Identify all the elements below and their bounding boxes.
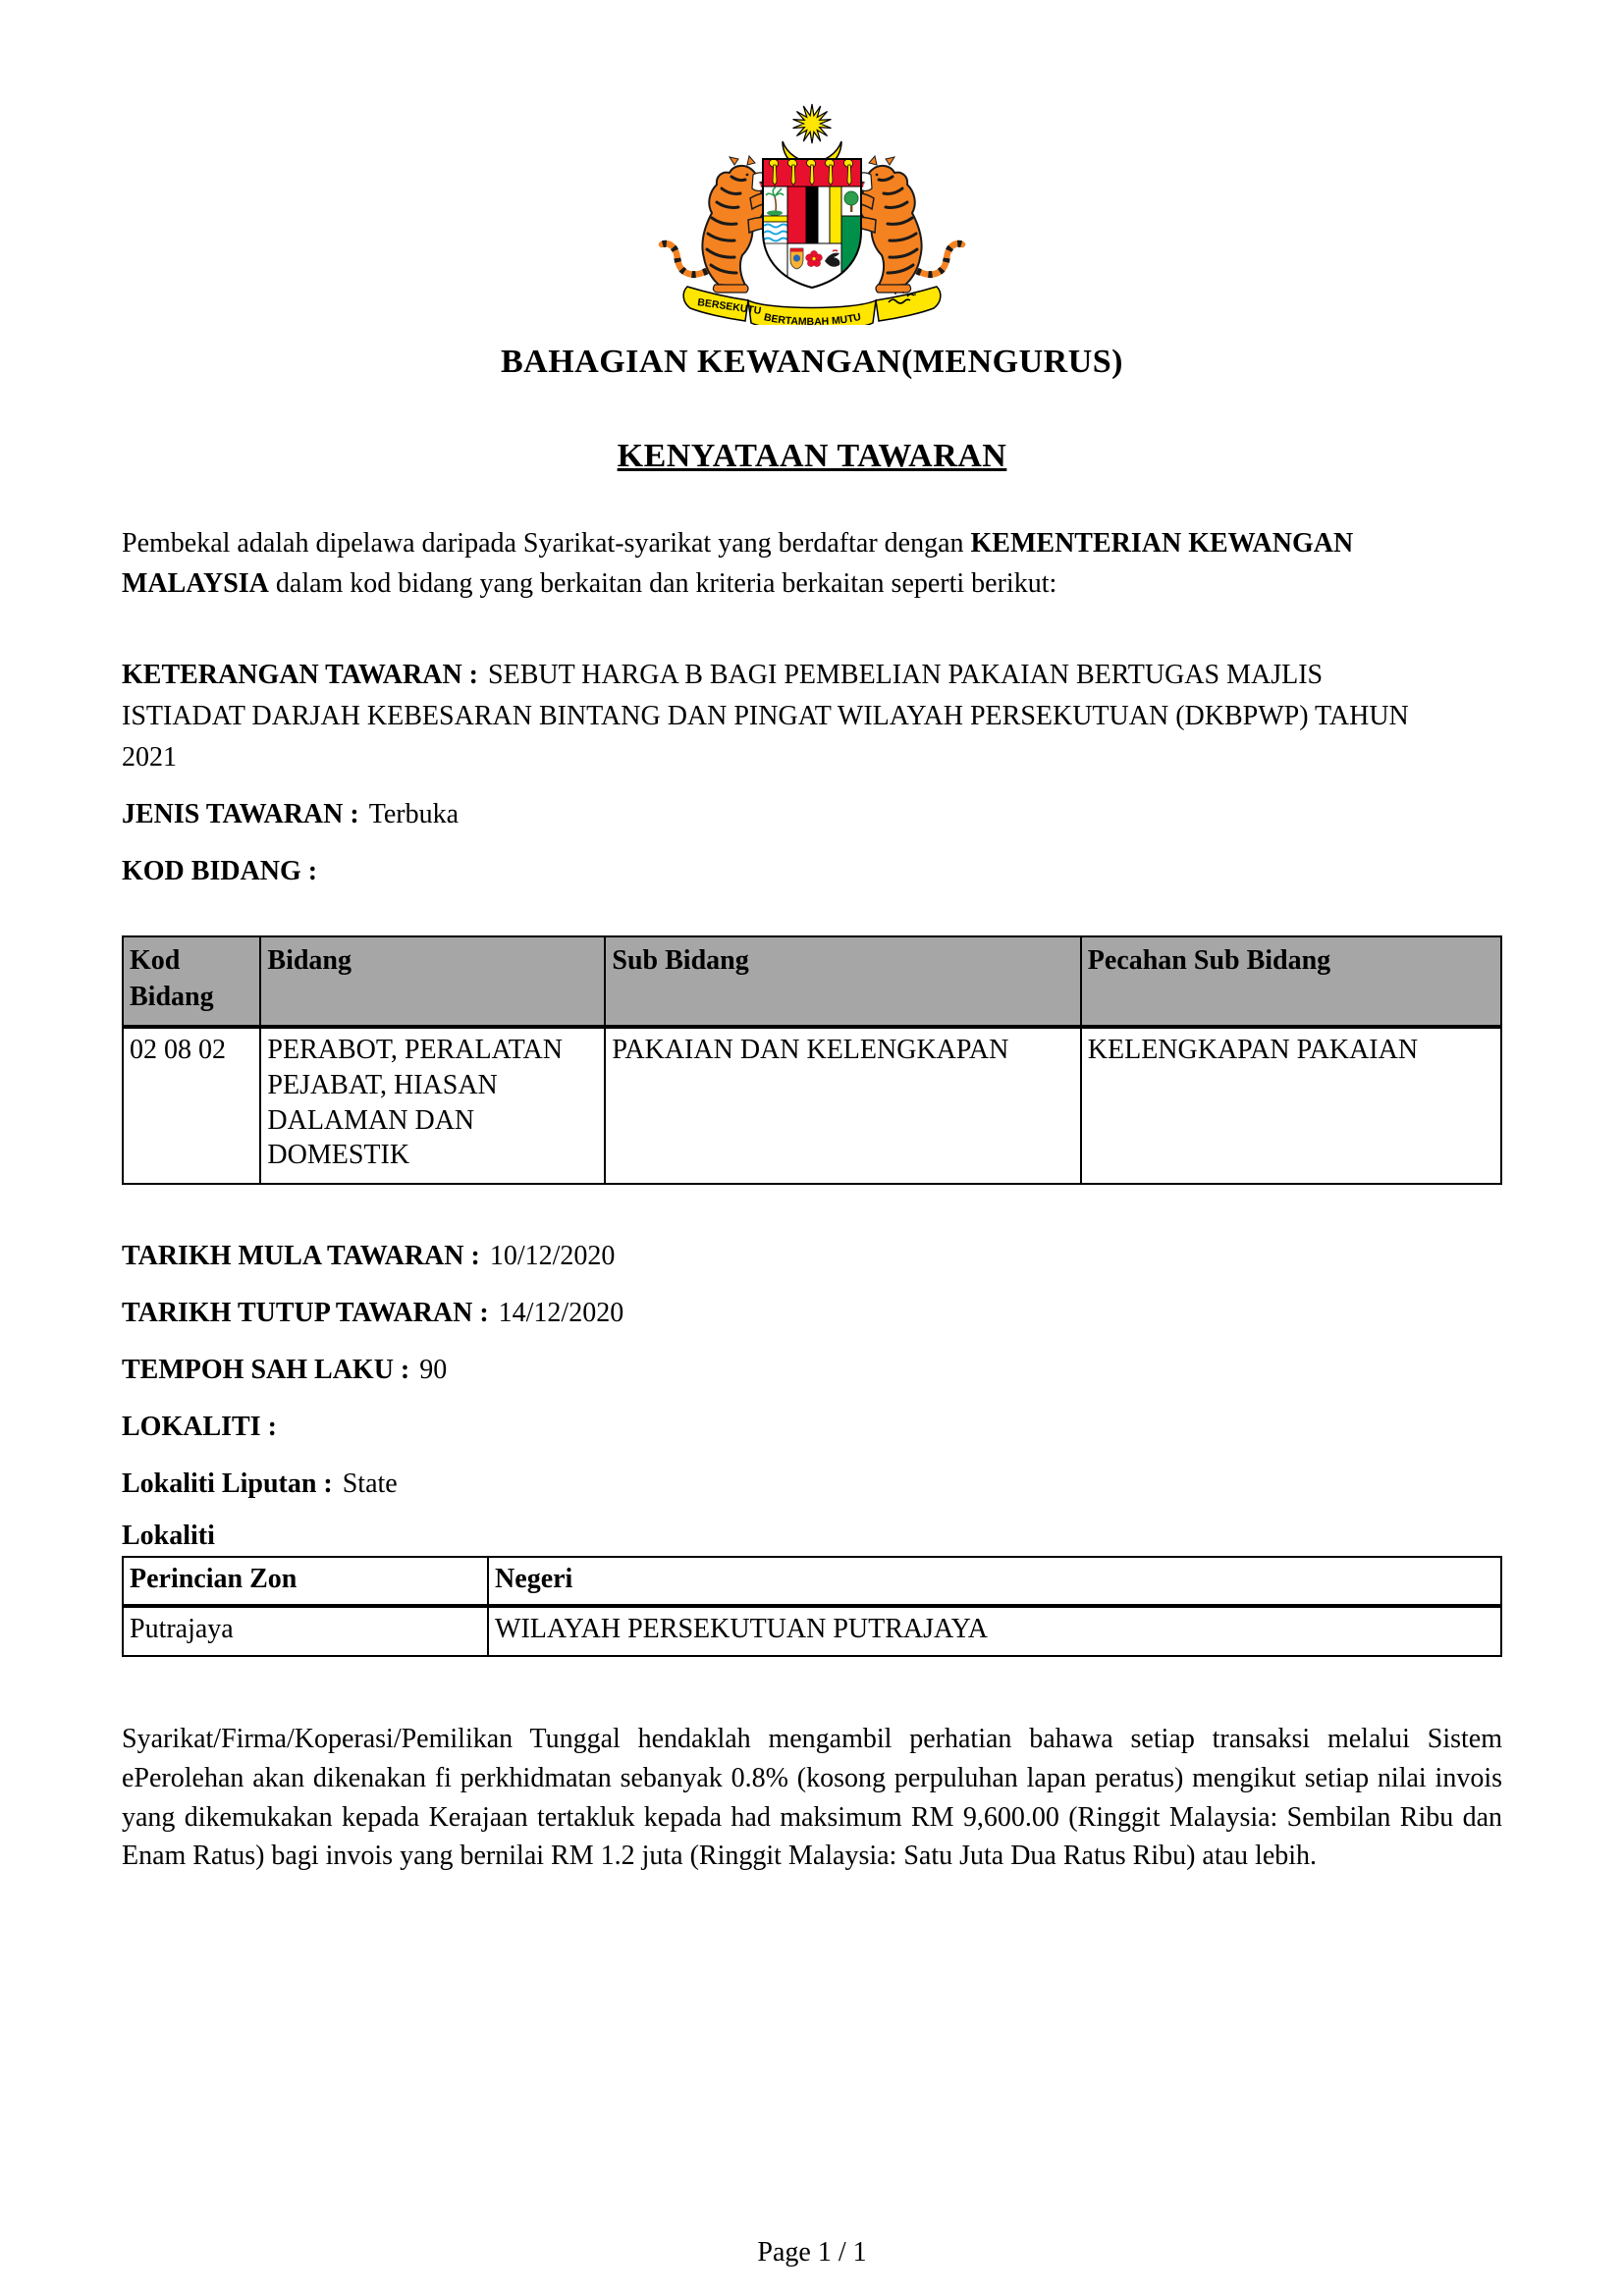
field-value: 10/12/2020 [489, 1241, 616, 1272]
intro-post: dalam kod bidang yang berkaitan dan kriteria berkaitan seperti berikut: [268, 567, 1057, 599]
cell-negeri: WILAYAH PERSEKUTUAN PUTRAJAYA [488, 1606, 1501, 1656]
cell-pecahan-sub-bidang: KELENGKAPAN PAKAIAN [1081, 1027, 1501, 1184]
emblem-container [122, 0, 1502, 330]
column-header-bidang: Bidang [260, 936, 605, 1027]
intro-paragraph [122, 524, 1502, 604]
field-jenis-tawaran [122, 794, 1502, 835]
coat-of-arms-icon [650, 94, 974, 325]
column-header-negeri: Negeri [488, 1557, 1501, 1605]
field-value: State [342, 1468, 398, 1500]
eperolehan-fee-notice: Syarikat/Firma/Koperasi/Pemilikan Tunggal hendaklah mengambil perhatian bahawa setiap transaksi melalui Sistem ePerolehan akan dikenakan fi perkhidmatan sebanyak 0.8% (kosong perpuluhan lapan peratus) mengikut setiap nilai invois yang dikemukakan kepada Kerajaan tertakluk kepada had maksimum RM 9,600.00 (Ringgit Malaysia: Sembilan Ribu dan Enam Ratus) bagi invois yang bernilai RM 1.2 juta (Ringgit Malaysia: Satu Juta Dua Ratus Ribu) atau lebih. [122, 1724, 1502, 1872]
cell-perincian-zon: Putrajaya [123, 1606, 488, 1656]
field-label: KETERANGAN TAWARAN : [122, 660, 479, 691]
tiger-left-icon [662, 156, 776, 293]
field-label: LOKALITI : [122, 1412, 277, 1443]
lokaliti-section-label: Lokaliti [122, 1521, 215, 1552]
department-title: BAHAGIAN KEWANGAN(MENGURUS) [500, 344, 1124, 380]
tiger-right-icon [848, 156, 962, 293]
cell-kod-bidang: 02 08 02 [123, 1027, 260, 1184]
document-title: KENYATAAN TAWARAN [617, 438, 1007, 474]
kod-bidang-table [122, 935, 1502, 1185]
field-label: TEMPOH SAH LAKU : [122, 1355, 410, 1386]
page-number: Page 1 / 1 [757, 2237, 867, 2268]
field-label: JENIS TAWARAN : [122, 799, 359, 830]
field-label: KOD BIDANG : [122, 856, 318, 887]
column-header-perincian-zon: Perincian Zon [123, 1557, 488, 1605]
field-lokaliti [122, 1407, 1502, 1448]
field-value: Terbuka [368, 799, 460, 830]
field-tarikh-mula [122, 1236, 1502, 1277]
field-label: TARIKH TUTUP TAWARAN : [122, 1298, 489, 1329]
intro-pre: Pembekal adalah dipelawa daripada Syarikat-syarikat yang berdaftar dengan [122, 528, 971, 559]
cell-bidang: PERABOT, PERALATAN PEJABAT, HIASAN DALAMAN DAN DOMESTIK [260, 1027, 605, 1184]
field-tempoh-sah-laku [122, 1350, 1502, 1391]
field-value: SEBUT HARGA B BAGI PEMBELIAN PAKAIAN BERTUGAS MAJLIS ISTIADAT DARJAH KEBESARAN BINTANG DAN PINGAT WILAYAH PERSEKUTUAN (DKBPWP) TAHUN 2021 [122, 660, 1409, 774]
lokaliti-table [122, 1556, 1502, 1657]
emblem-motto-center: BERTAMBAH MUTU [762, 310, 863, 325]
cell-sub-bidang: PAKAIAN DAN KELENGKAPAN [605, 1027, 1080, 1184]
field-value: 14/12/2020 [498, 1298, 624, 1329]
field-kod-bidang [122, 851, 1502, 892]
column-header-kod-bidang: Kod Bidang [123, 936, 260, 1027]
table-header-row [123, 936, 1501, 1027]
intro-ministry-name: KEMENTERIAN KEWANGAN MALAYSIA [122, 528, 1354, 599]
field-label: TARIKH MULA TAWARAN : [122, 1241, 480, 1272]
table-row [123, 1606, 1501, 1656]
emblem-motto-left: BERSEKUTU [696, 296, 762, 318]
field-keterangan-tawaran [122, 655, 1428, 778]
table-header-row [123, 1557, 1501, 1605]
column-header-pecahan-sub-bidang: Pecahan Sub Bidang [1081, 936, 1501, 1027]
field-tarikh-tutup [122, 1293, 1502, 1334]
field-label: Lokaliti Liputan : [122, 1468, 333, 1500]
field-value: 90 [419, 1355, 448, 1386]
table-row [123, 1027, 1501, 1184]
shield-icon [763, 159, 861, 290]
field-lokaliti-liputan [122, 1464, 1502, 1505]
tender-details [122, 1236, 1502, 1552]
column-header-sub-bidang: Sub Bidang [605, 936, 1080, 1027]
